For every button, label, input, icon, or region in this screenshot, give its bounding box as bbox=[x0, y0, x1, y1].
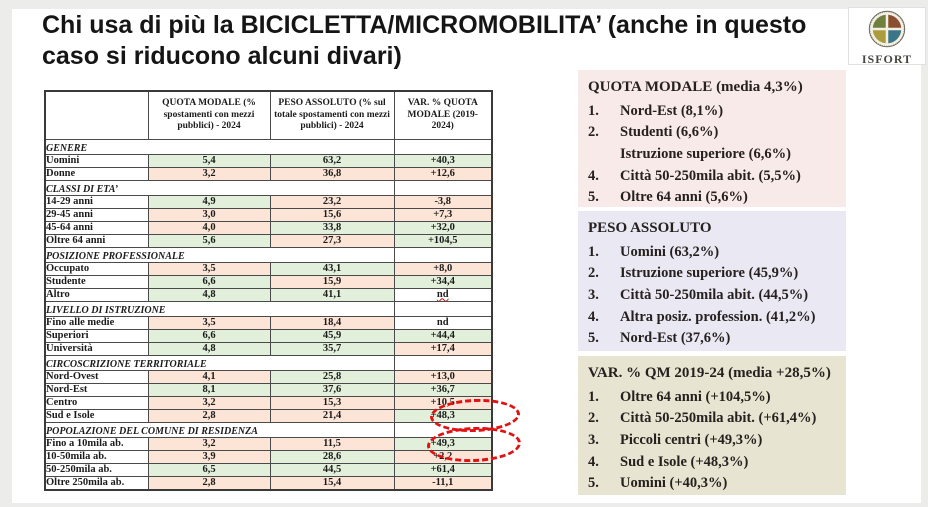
value-cell: 2,8 bbox=[148, 476, 270, 490]
value-cell: 33,8 bbox=[270, 221, 394, 234]
value-cell: 28,6 bbox=[270, 450, 394, 463]
row-label: Nord-Ovest bbox=[45, 370, 148, 383]
value-cell: +36,7 bbox=[394, 383, 492, 396]
section-label: POSIZIONE PROFESSIONALE bbox=[45, 247, 394, 262]
ranking-item-number: 3. bbox=[588, 431, 599, 448]
value-cell: 37,6 bbox=[270, 383, 394, 396]
ranking-item-number: 4. bbox=[588, 167, 599, 184]
value-cell: 3,9 bbox=[148, 450, 270, 463]
table-row bbox=[45, 275, 492, 288]
value-cell: -11,1 bbox=[394, 476, 492, 490]
row-label: Nord-Est bbox=[45, 383, 148, 396]
value-cell: 45,9 bbox=[270, 329, 394, 342]
ranking-item-number: 1. bbox=[588, 102, 599, 119]
section-empty-cell bbox=[394, 180, 492, 195]
isfort-logo bbox=[848, 7, 926, 65]
ranking-item-number: 3. bbox=[588, 286, 599, 303]
value-cell: 15,9 bbox=[270, 275, 394, 288]
panel-peso-assoluto-items bbox=[588, 242, 836, 350]
value-cell: 3,2 bbox=[148, 167, 270, 180]
ranking-item bbox=[588, 263, 836, 285]
value-cell: 43,1 bbox=[270, 262, 394, 275]
ranking-item-text: Altra posiz. profession. (41,2%) bbox=[620, 308, 816, 325]
value-cell: 4,9 bbox=[148, 195, 270, 208]
ranking-item bbox=[588, 242, 836, 264]
value-cell: -3,8 bbox=[394, 195, 492, 208]
value-cell: 4,0 bbox=[148, 221, 270, 234]
table-row bbox=[45, 329, 492, 342]
panel-var-qm-items bbox=[588, 387, 836, 495]
ranking-item-text: Nord-Est (37,6%) bbox=[620, 330, 731, 347]
section-row bbox=[45, 355, 492, 370]
ranking-item-text: Nord-Est (8,1%) bbox=[620, 102, 724, 119]
ranking-item-text: Uomini (63,2%) bbox=[620, 243, 720, 260]
section-row bbox=[45, 422, 492, 437]
section-empty-cell bbox=[394, 355, 492, 370]
value-cell: 5,6 bbox=[148, 234, 270, 247]
value-cell: 6,6 bbox=[148, 275, 270, 288]
value-cell: +7,3 bbox=[394, 208, 492, 221]
row-label: 50-250mila ab. bbox=[45, 463, 148, 476]
value-cell: nd bbox=[394, 316, 492, 329]
header-cell-peso-assoluto: PESO ASSOLUTO (% sul totale spostamenti con mezzi pubblici) - 2024 bbox=[270, 91, 394, 139]
row-label: Sud e Isole bbox=[45, 409, 148, 422]
table-row bbox=[45, 154, 492, 167]
ranking-item-number: 4. bbox=[588, 453, 599, 470]
header-cell-empty bbox=[45, 91, 148, 139]
table-header-row bbox=[45, 91, 492, 139]
value-cell: +2,2 bbox=[394, 450, 492, 463]
section-row bbox=[45, 180, 492, 195]
ranking-item bbox=[588, 452, 836, 474]
value-cell: +32,0 bbox=[394, 221, 492, 234]
ranking-item-number: 2. bbox=[588, 265, 599, 282]
ranking-item-text: Oltre 64 anni (+104,5%) bbox=[620, 388, 771, 405]
ranking-item-number: 2. bbox=[588, 124, 599, 141]
ranking-item-number: 1. bbox=[588, 388, 599, 405]
table-row bbox=[45, 221, 492, 234]
isfort-logo-text: ISFORT bbox=[861, 52, 913, 66]
value-cell: 8,1 bbox=[148, 383, 270, 396]
ranking-item-text: Istruzione superiore (45,9%) bbox=[620, 265, 799, 282]
value-cell: 21,4 bbox=[270, 409, 394, 422]
table-row bbox=[45, 288, 492, 301]
value-cell: +49,3 bbox=[394, 437, 492, 450]
value-cell: 5,4 bbox=[148, 154, 270, 167]
row-label: 14-29 anni bbox=[45, 195, 148, 208]
ranking-item-text: Oltre 64 anni (5,6%) bbox=[620, 189, 748, 206]
value-cell: 23,2 bbox=[270, 195, 394, 208]
table-row bbox=[45, 262, 492, 275]
row-label: Centro bbox=[45, 396, 148, 409]
table-row bbox=[45, 342, 492, 355]
value-cell: 15,3 bbox=[270, 396, 394, 409]
row-label: Fino alle medie bbox=[45, 316, 148, 329]
value-cell: +34,4 bbox=[394, 275, 492, 288]
ranking-item bbox=[588, 473, 836, 495]
panel-peso-assoluto-title: PESO ASSOLUTO bbox=[588, 220, 712, 236]
row-label: Fino a 10mila ab. bbox=[45, 437, 148, 450]
value-cell: +40,3 bbox=[394, 154, 492, 167]
section-label: GENERE bbox=[45, 139, 394, 154]
row-label: Superiori bbox=[45, 329, 148, 342]
row-label: Oltre 64 anni bbox=[45, 234, 148, 247]
slide-title: Chi usa di più la BICICLETTA/MICROMOBILITA’ (anche in questo caso si riducono alcuni divari) bbox=[42, 11, 807, 70]
value-cell: 27,3 bbox=[270, 234, 394, 247]
ranking-item-number: 5. bbox=[588, 475, 599, 492]
panel-quota-modale bbox=[578, 70, 846, 207]
panel-quota-modale-title: QUOTA MODALE (media 4,3%) bbox=[588, 79, 803, 95]
value-cell: +17,4 bbox=[394, 342, 492, 355]
row-label: 29-45 anni bbox=[45, 208, 148, 221]
table-row bbox=[45, 383, 492, 396]
ranking-item-number: 5. bbox=[588, 189, 599, 206]
value-cell: 3,2 bbox=[148, 396, 270, 409]
value-cell: 3,5 bbox=[148, 262, 270, 275]
ranking-item-number: 1. bbox=[588, 243, 599, 260]
ranking-item-text: Sud e Isole (+48,3%) bbox=[620, 453, 749, 470]
ranking-item-text: Piccoli centri (+49,3%) bbox=[620, 431, 763, 448]
header-cell-var-quota: VAR. % QUOTA MODALE (2019-2024) bbox=[394, 91, 492, 139]
value-cell: 6,5 bbox=[148, 463, 270, 476]
stats-table-body bbox=[45, 91, 492, 490]
table-row bbox=[45, 463, 492, 476]
ranking-item bbox=[588, 430, 836, 452]
table-row bbox=[45, 396, 492, 409]
ranking-item-number: 2. bbox=[588, 410, 599, 427]
value-cell: nd bbox=[394, 288, 492, 301]
value-cell: +13,0 bbox=[394, 370, 492, 383]
section-empty-cell bbox=[394, 139, 492, 154]
section-empty-cell bbox=[394, 247, 492, 262]
row-label: Università bbox=[45, 342, 148, 355]
value-cell: 4,1 bbox=[148, 370, 270, 383]
ranking-item bbox=[588, 187, 836, 209]
value-cell: 18,4 bbox=[270, 316, 394, 329]
value-cell: 41,1 bbox=[270, 288, 394, 301]
table-row bbox=[45, 208, 492, 221]
ranking-item-number: 5. bbox=[588, 330, 599, 347]
isfort-logo-emblem bbox=[868, 10, 906, 48]
ranking-item-text: Studenti (6,6%) bbox=[620, 124, 719, 141]
value-cell: 3,2 bbox=[148, 437, 270, 450]
value-cell: 15,6 bbox=[270, 208, 394, 221]
ranking-item bbox=[588, 166, 836, 188]
stats-table bbox=[44, 90, 493, 491]
ranking-item-text: Città 50-250mila abit. (5,5%) bbox=[620, 167, 801, 184]
value-cell: +8,0 bbox=[394, 262, 492, 275]
value-cell: 63,2 bbox=[270, 154, 394, 167]
row-label: Occupato bbox=[45, 262, 148, 275]
value-cell: 3,5 bbox=[148, 316, 270, 329]
panel-var-qm bbox=[578, 356, 846, 495]
table-row bbox=[45, 450, 492, 463]
table-row bbox=[45, 195, 492, 208]
row-label: Studente bbox=[45, 275, 148, 288]
row-label: Uomini bbox=[45, 154, 148, 167]
section-row bbox=[45, 301, 492, 316]
row-label: 45-64 anni bbox=[45, 221, 148, 234]
section-row bbox=[45, 139, 492, 154]
value-cell: 25,8 bbox=[270, 370, 394, 383]
value-cell: +44,4 bbox=[394, 329, 492, 342]
table-row bbox=[45, 437, 492, 450]
section-label: CLASSI DI ETA’ bbox=[45, 180, 394, 195]
value-cell: 4,8 bbox=[148, 342, 270, 355]
row-label: Altro bbox=[45, 288, 148, 301]
ranking-item bbox=[588, 144, 836, 166]
ranking-item-text: Città 50-250mila abit. (44,5%) bbox=[620, 286, 809, 303]
ranking-item bbox=[588, 307, 836, 329]
ranking-item bbox=[588, 285, 836, 307]
row-label: Donne bbox=[45, 167, 148, 180]
header-cell-quota-modale: QUOTA MODALE (% spostamenti con mezzi pubblici) - 2024 bbox=[148, 91, 270, 139]
ranking-item-text: Istruzione superiore (6,6%) bbox=[620, 145, 791, 162]
panel-peso-assoluto bbox=[578, 211, 846, 351]
value-cell: 6,6 bbox=[148, 329, 270, 342]
section-row bbox=[45, 247, 492, 262]
value-cell: 44,5 bbox=[270, 463, 394, 476]
ranking-item-text: Città 50-250mila abit. (+61,4%) bbox=[620, 410, 817, 427]
value-cell: 35,7 bbox=[270, 342, 394, 355]
ranking-item bbox=[588, 328, 836, 350]
value-cell: 4,8 bbox=[148, 288, 270, 301]
table-row bbox=[45, 409, 492, 422]
row-label: Oltre 250mila ab. bbox=[45, 476, 148, 490]
section-label: CIRCOSCRIZIONE TERRITORIALE bbox=[45, 355, 394, 370]
value-cell: 2,8 bbox=[148, 409, 270, 422]
value-cell: +61,4 bbox=[394, 463, 492, 476]
value-cell: 15,4 bbox=[270, 476, 394, 490]
table-row bbox=[45, 476, 492, 490]
ranking-item-text: Uomini (+40,3%) bbox=[620, 475, 728, 492]
panel-var-qm-title: VAR. % QM 2019-24 (media +28,5%) bbox=[588, 365, 831, 381]
table-row bbox=[45, 167, 492, 180]
value-cell: 36,8 bbox=[270, 167, 394, 180]
value-cell: +104,5 bbox=[394, 234, 492, 247]
ranking-item bbox=[588, 101, 836, 123]
row-label: 10-50mila ab. bbox=[45, 450, 148, 463]
ranking-item-number: 4. bbox=[588, 308, 599, 325]
ranking-item bbox=[588, 387, 836, 409]
value-cell: +48,3 bbox=[394, 409, 492, 422]
table-row bbox=[45, 316, 492, 329]
value-cell: +12,6 bbox=[394, 167, 492, 180]
panel-quota-modale-items bbox=[588, 101, 836, 209]
section-label: LIVELLO DI ISTRUZIONE bbox=[45, 301, 394, 316]
value-cell: 3,0 bbox=[148, 208, 270, 221]
value-cell: +10,5 bbox=[394, 396, 492, 409]
ranking-item-number bbox=[588, 144, 620, 166]
section-label: POPOLAZIONE DEL COMUNE DI RESIDENZA bbox=[45, 422, 394, 437]
ranking-item bbox=[588, 122, 836, 144]
table-row bbox=[45, 370, 492, 383]
value-cell: 11,5 bbox=[270, 437, 394, 450]
section-empty-cell bbox=[394, 301, 492, 316]
ranking-item bbox=[588, 408, 836, 430]
table-row bbox=[45, 234, 492, 247]
